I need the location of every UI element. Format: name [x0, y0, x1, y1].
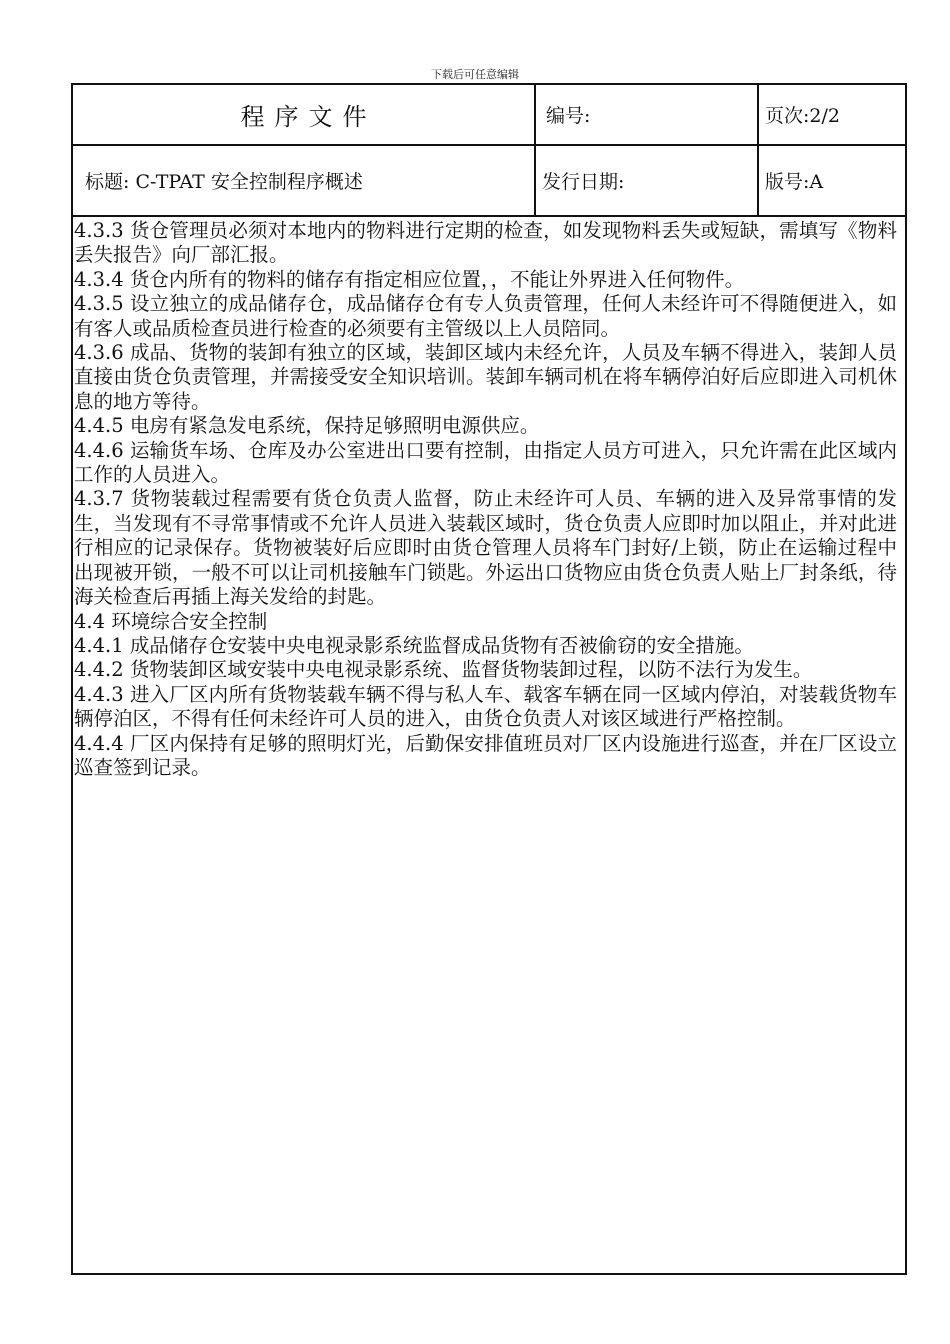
paragraph-4-3-6: 4.3.6 成品、货物的装卸有独立的区域，装卸区域内未经允许，人员及车辆不得进入，装卸人员直接由货仓负责管理，并需接受安全知识培训。装卸车辆司机在将车辆停泊好后应即进入司机休息的地方等待。 — [74, 341, 897, 413]
issue-date-label: 发行日期: — [536, 146, 759, 215]
document-body — [73, 219, 905, 780]
section-heading-4-4: 4.4 环境综合安全控制 — [74, 609, 268, 633]
paragraph-4-4-6: 4.4.6 运输货车场、仓库及办公室进出口要有控制，由指定人员方可进入，只允许需在此区域内工作的人员进入。 — [74, 438, 897, 487]
paragraph-4-3-5: 4.3.5 设立独立的成品储存仓，成品储存仓有专人负责管理，任何人未经许可不得随便进入，如有客人或品质检查员进行检查的必须要有主管级以上人员陪同。 — [74, 292, 897, 340]
doc-type-title: 程序文件 — [73, 85, 536, 144]
paragraph-4-4-1: 4.4.1 成品储存仓安装中央电视录影系统监督成品货物有否被偷窃的安全措施。 — [74, 633, 754, 657]
paragraph-4-4-5: 4.4.5 电房有紧急发电系统，保持足够照明电源供应。 — [74, 414, 540, 438]
paragraph-4-4-2: 4.4.2 货物装卸区域安装中央电视录影系统、监督货物装卸过程，以防不法行为发生。 — [74, 658, 813, 682]
paragraph-4-3-4: 4.3.4 货仓内所有的物料的储存有指定相应位置，，不能让外界进入任何物件。 — [74, 267, 745, 291]
header-row-2 — [73, 146, 905, 217]
paragraph-4-3-3: 4.3.3 货仓管理员必须对本地内的物料进行定期的检查，如发现物料丢失或短缺，需填写《物料丢失报告》向厂部汇报。 — [74, 219, 897, 267]
paragraph-4-4-4: 4.4.4 厂区内保持有足够的照明灯光，后勤保安排值班员对厂区内设施进行巡查，并在厂区设立巡查签到记录。 — [74, 731, 897, 779]
document-frame — [71, 83, 907, 1275]
download-note: 下载后可任意编辑 — [431, 68, 519, 81]
version-label: 版号:A — [765, 171, 824, 193]
doc-title-label: 标题: C-TPAT 安全控制程序概述 — [73, 146, 536, 215]
page-label: 页次:2/2 — [765, 105, 840, 127]
number-label: 编号: — [536, 85, 759, 144]
header-row-1 — [73, 85, 905, 146]
paragraph-4-4-3: 4.4.3 进入厂区内所有货物装载车辆不得与私人车、载客车辆在同一区域内停泊，对装载货物车辆停泊区，不得有任何未经许可人员的进入，由货仓负责人对该区域进行严格控制。 — [74, 682, 897, 731]
paragraph-4-3-7: 4.3.7 货物装载过程需要有货仓负责人监督，防止未经许可人员、车辆的进入及异常事情的发生，当发现有不寻常事情或不允许人员进入装载区域时，货仓负责人应即时加以阻止，并对此进行相应的记录保存。货物被装好后应即时由货仓管理人员将车门封好/上锁，防止在运输过程中出现被开锁，一般不可以让司机接触车门锁匙。外运出口货物应由货仓负责人贴上厂封条纸，待海关检查后再插上海关发给的封匙。 — [74, 487, 897, 609]
